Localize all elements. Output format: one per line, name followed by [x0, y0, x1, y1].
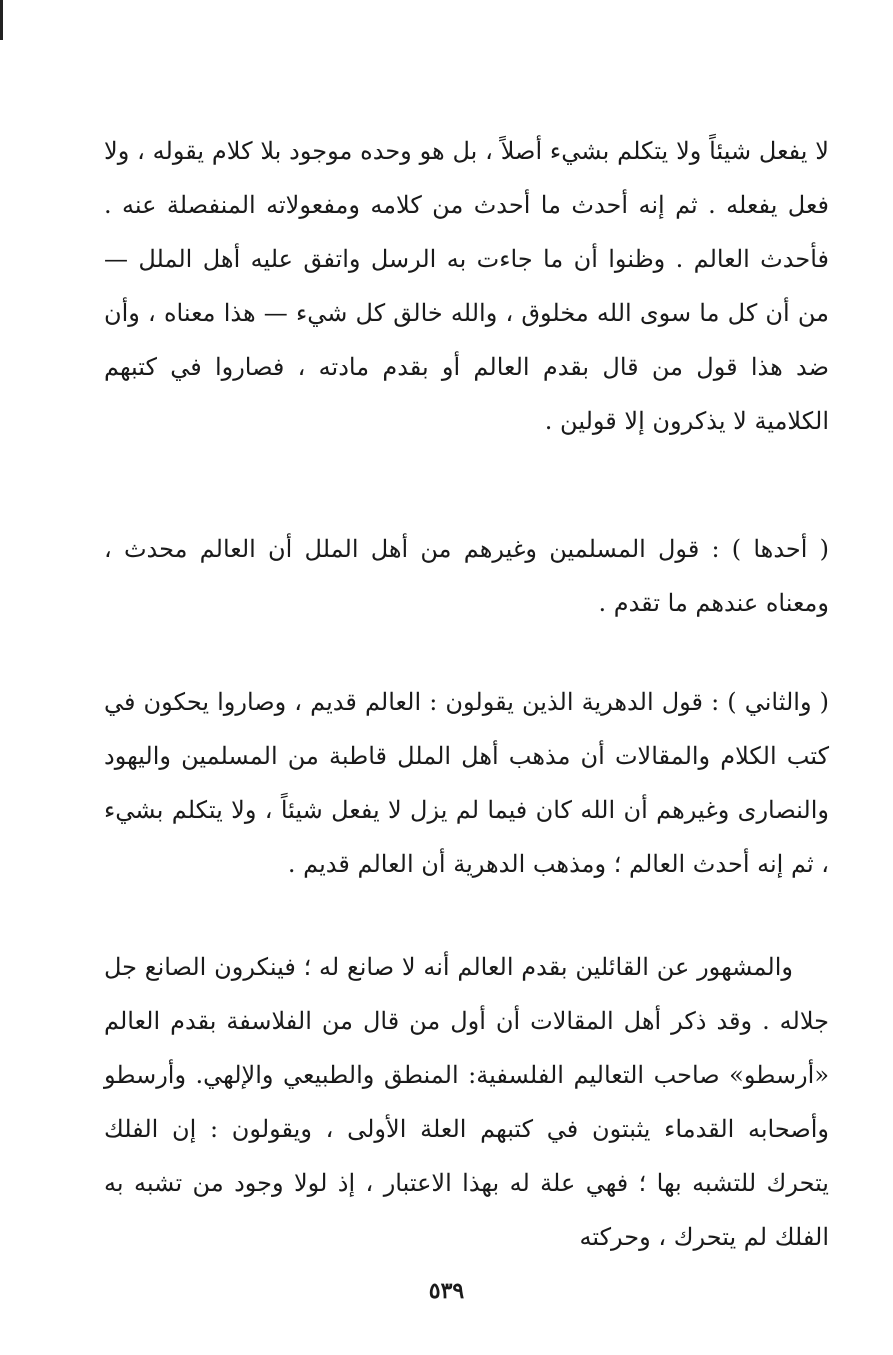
paragraph-4-text: والمشهور عن القائلين بقدم العالم أنه لا صانع له ؛ فينكرون الصانع جل جلاله . وقد ذكر أهل المقالات أن أول من قال من الفلاسفة بقدم العالم «أرسطو» صاحب التعاليم الفلسفية: المنطق والطبيعي والإلهي. وأرسطو وأصحابه القدماء يثبتون في كتبهم العلة الأولى ، ويقولون : إن الفلك يتحرك للتشبه بها ؛ فهي علة له بهذا الاعتبار ، إذ لولا وجود من تشبه به الفلك لم يتحرك ، وحركته [104, 953, 829, 1251]
paragraph-1 [104, 124, 829, 448]
paragraph-4 [104, 940, 829, 1264]
page-number: ٥٣٩ [428, 1278, 465, 1304]
paragraph-3-text: ( والثاني ) : قول الدهرية الذين يقولون : العالم قديم ، وصاروا يحكون في كتب الكلام والمقالات أن مذهب أهل الملل قاطبة من المسلمين واليهود والنصارى وغيرهم أن الله كان فيما لم يزل لا يفعل شيئاً ، ولا يتكلم بشيء ، ثم إنه أحدث العالم ؛ ومذهب الدهرية أن العالم قديم . [104, 688, 829, 878]
paragraph-2-text: ( أحدها ) : قول المسلمين وغيرهم من أهل الملل أن العالم محدث ، ومعناه عندهم ما تقدم . [104, 535, 829, 617]
paragraph-2 [104, 522, 829, 630]
paragraph-1-text: لا يفعل شيئاً ولا يتكلم بشيء أصلاً ، بل هو وحده موجود بلا كلام يقوله ، ولا فعل يفعله . ثم إنه أحدث ما أحدث من كلامه ومفعولاته المنفصلة عنه . فأحدث العالم . وظنوا أن ما جاءت به الرسل واتفق عليه أهل الملل — من أن كل ما سوى الله مخلوق ، والله خالق كل شيء — هذا معناه ، وأن ضد هذا قول من قال بقدم العالم أو بقدم مادته ، فصاروا في كتبهم الكلامية لا يذكرون إلا قولين . [104, 137, 829, 435]
page-edge-mark [0, 0, 3, 40]
paragraph-3 [104, 675, 829, 891]
